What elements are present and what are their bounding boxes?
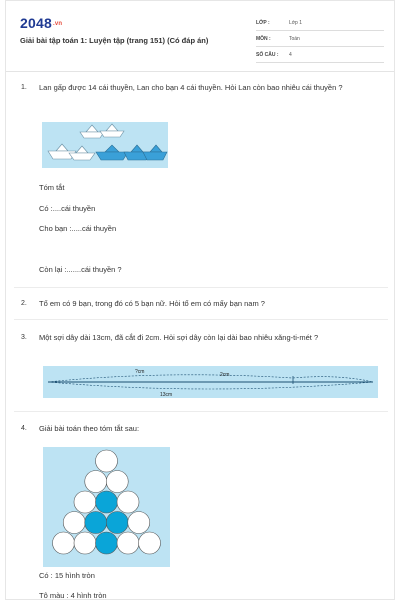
question-separator xyxy=(14,287,388,288)
question-text: Lan gấp được 14 cái thuyền, Lan cho bạn 4 cái thuyền. Hỏi Lan còn bao nhiêu cái thuyền ? xyxy=(39,83,343,92)
circle-icon xyxy=(139,532,161,554)
circle-icon xyxy=(117,491,139,513)
circle-icon xyxy=(63,512,85,534)
meta-table xyxy=(256,15,384,63)
circle-icon xyxy=(74,491,96,513)
question-number: 4. xyxy=(21,425,27,432)
question-number: 3. xyxy=(21,334,27,341)
circles-figure xyxy=(43,447,170,567)
circle-icon xyxy=(96,491,118,513)
boats-figure xyxy=(42,122,168,168)
boat-icon xyxy=(69,146,95,160)
circle-icon xyxy=(106,471,128,493)
meta-key: LỚP : xyxy=(256,20,270,26)
rope-label-right: 2cm xyxy=(220,372,230,378)
header-divider xyxy=(6,71,394,72)
boat-icon xyxy=(143,145,167,160)
question-text: Một sợi dây dài 13cm, đã cắt đi 2cm. Hỏi sợi dây còn lại dài bao nhiêu xăng-ti-mét ? xyxy=(39,333,319,342)
rope-figure xyxy=(43,366,378,398)
worksheet-page xyxy=(5,0,395,600)
site-logo[interactable] xyxy=(20,15,62,31)
header xyxy=(6,1,394,67)
summary-line: Cho bạn :.....cái thuyền xyxy=(39,224,117,233)
meta-row-class xyxy=(256,15,384,31)
circle-icon xyxy=(96,532,118,554)
question-separator xyxy=(14,319,388,320)
rope-label-bottom: 13cm xyxy=(160,392,173,398)
question-text: Tổ em có 9 bạn, trong đó có 5 bạn nữ. Hỏi tổ em có mấy bạn nam ? xyxy=(39,299,265,308)
summary-line: Còn lại :.......cái thuyền ? xyxy=(39,265,122,274)
circle-icon xyxy=(74,532,96,554)
meta-value: 4 xyxy=(289,52,292,58)
summary-line: Có : 15 hình tròn xyxy=(39,571,95,580)
summary-line: Tô màu : 4 hình tròn xyxy=(39,591,107,600)
circle-icon xyxy=(96,450,118,472)
brace-top-left xyxy=(48,375,293,382)
circle-icon xyxy=(85,471,107,493)
meta-row-count xyxy=(256,47,384,63)
meta-key: MÔN : xyxy=(256,36,271,42)
question-number: 2. xyxy=(21,300,27,307)
page-title: Giải bài tập toán 1: Luyện tập (trang 151) (Có đáp án) xyxy=(20,36,209,45)
circle-icon xyxy=(106,512,128,534)
meta-value: Toán xyxy=(289,36,300,42)
question-separator xyxy=(14,411,388,412)
boat-icon xyxy=(96,145,128,160)
meta-row-subject xyxy=(256,31,384,47)
rope-illustration xyxy=(43,366,378,398)
brace-bottom xyxy=(48,382,373,389)
question-text: Giải bài toán theo tóm tắt sau: xyxy=(39,424,140,433)
meta-value: Lớp 1 xyxy=(289,20,303,26)
boats-illustration xyxy=(42,122,168,168)
question-number: 1. xyxy=(21,84,27,91)
circle-icon xyxy=(53,532,75,554)
summary-heading: Tóm tắt xyxy=(39,183,65,192)
rope-label-left: ?cm xyxy=(135,369,145,375)
logo-suffix: .vn xyxy=(52,21,63,28)
circle-icon xyxy=(117,532,139,554)
brace-top-right xyxy=(293,377,373,382)
circle-icon xyxy=(85,512,107,534)
circle-icon xyxy=(128,512,150,534)
circles-pyramid xyxy=(43,447,170,567)
logo-text: 2048 xyxy=(20,15,52,31)
summary-line: Có :....cái thuyền xyxy=(39,204,96,213)
boat-icon xyxy=(100,124,124,137)
meta-key: SỐ CÂU : xyxy=(256,52,279,58)
